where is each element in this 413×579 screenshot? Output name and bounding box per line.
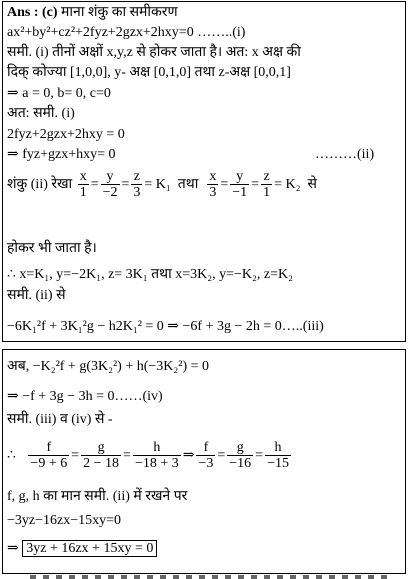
ratio-row: ∴ $\frac{f}{-9 + 6}$ = $\frac{g}{2 - 18}$ = $\frac{h}{-18 + 3}$ ⇒ $\frac{f}{-3}$ = $\frac{g}{-16}$ = $\frac{h}{-15}$ — [7, 440, 289, 472]
therefore-symbol: ∴ — [7, 448, 16, 463]
fraction-f-simplified — [196, 440, 215, 471]
text-line-8: ⇒ fyz+gzx+hxy= 0 — [7, 147, 116, 162]
text-line-5: ⇒ a = 0, b= 0, c=0 — [7, 86, 111, 101]
equation-iii: −6K₁²f + 3K₁²g − h2K₁² = 0 ⇒ −6f + 3g − 2h = 0…..(iii) — [7, 319, 324, 334]
text-line-10: होकर भी जाता है। — [7, 241, 97, 256]
fraction-denominator: 3 — [133, 185, 141, 201]
fraction-h-simplified — [265, 440, 291, 471]
fraction-denominator: −15 — [267, 456, 289, 472]
text-line-11: ∴ x=K₁, y=−2K₁, z= 3K₁ तथा x=3K₂, y=−K₂, z=K₂ — [7, 267, 293, 282]
k1-value: = K₁ — [144, 177, 171, 192]
answer-box-part-1 — [2, 1, 406, 342]
equation-substitution: अब, −K₂²f + g(3K₂²) + h(−3K₂²) = 0 — [7, 359, 210, 374]
fraction-numerator: x — [79, 169, 87, 185]
implies-symbol: ⇒ — [7, 541, 19, 556]
fraction-denominator: −2 — [102, 185, 118, 201]
text-line-7: 2fyz+2gzx+2hxy = 0 — [7, 127, 125, 142]
fraction-numerator: y — [230, 169, 249, 185]
text-line-4: दिक् कोज्या [1,0,0], y- अक्ष [0,1,0] तथा z-अक्ष [0,0,1] — [7, 65, 291, 80]
fraction-denominator: −9 + 6 — [30, 456, 68, 472]
text-line-3: समी. (i) तीनों अक्षों x,y,z से होकर जाता है। अत: x अक्ष की — [7, 45, 301, 60]
cone-equation: ax²+by²+cz²+2fyz+2gzx+2hxy=0 ……..(i) — [7, 25, 246, 40]
final-answer-row — [7, 540, 157, 558]
fraction-numerator: f — [196, 440, 215, 456]
equation-iv: ⇒ −f + 3g − 3h = 0……(iv) — [7, 389, 163, 404]
fraction-denominator: 1 — [79, 185, 87, 201]
fraction-numerator: h — [133, 440, 181, 456]
fraction-numerator: g — [81, 440, 121, 456]
fraction-z-1 — [261, 169, 272, 200]
k2-value: = K₂ — [274, 177, 301, 192]
fraction-numerator: f — [28, 440, 69, 456]
text-line-12: समी. (ii) से — [7, 288, 66, 303]
fraction-numerator: y — [101, 169, 120, 185]
fraction-numerator: z — [261, 169, 272, 185]
fraction-denominator: −1 — [232, 185, 248, 201]
text-from-iii-iv: समी. (iii) व (iv) से - — [7, 412, 113, 427]
text-substitute: f, g, h का मान समी. (ii) में रखने पर — [7, 489, 188, 504]
fraction-numerator: h — [265, 440, 291, 456]
fraction-denominator: −16 — [229, 456, 252, 472]
line-intro: शंकु (ii) रेखा — [7, 177, 73, 192]
fraction-x-3 — [207, 169, 218, 200]
text-line-6: अत: समी. (i) — [7, 106, 75, 121]
cut-off-text-fragment — [30, 575, 390, 579]
line-suffix: से — [307, 177, 317, 192]
line-equation-row: शंकु (ii) रेखा $\frac{x}{1}$ = $\frac{y}{-2}$ = $\frac{z}{3}$ = K₁ तथा $\frac{x}{3}$ = $\frac{y}{-1}$ = $\frac{z}{1}$ = K₂ से — [7, 169, 317, 201]
equation-intermediate: −3yz−16zx−15xy=0 — [7, 513, 122, 528]
fraction-f-ratio — [28, 440, 69, 471]
fraction-denominator: −18 + 3 — [134, 456, 179, 472]
answer-label: Ans : (c) — [7, 5, 58, 20]
fraction-g-simplified — [227, 440, 253, 471]
fraction-y-neg1 — [230, 169, 249, 200]
fraction-numerator: g — [227, 440, 253, 456]
fraction-g-ratio — [81, 440, 121, 471]
answer-box-part-2 — [2, 349, 406, 574]
fraction-denominator: −3 — [198, 456, 214, 472]
fraction-numerator: z — [131, 169, 142, 185]
fraction-y-neg2 — [101, 169, 120, 200]
fraction-x-1 — [78, 169, 89, 200]
fraction-denominator: 1 — [263, 185, 271, 201]
fraction-denominator: 2 − 18 — [83, 456, 120, 472]
answer-heading — [7, 4, 178, 22]
equation-ref-ii: ………(ii) — [315, 147, 375, 162]
final-answer-equation: 3yz + 16zx + 15xy = 0 — [22, 540, 157, 557]
conjunction: तथा — [177, 177, 199, 192]
fraction-h-ratio — [133, 440, 181, 471]
fraction-denominator: 3 — [209, 185, 217, 201]
fraction-z-3 — [131, 169, 142, 200]
answer-intro: माना शंकु का समीकरण — [57, 5, 178, 20]
fraction-numerator: x — [209, 169, 217, 185]
implies-symbol: ⇒ — [182, 448, 195, 463]
